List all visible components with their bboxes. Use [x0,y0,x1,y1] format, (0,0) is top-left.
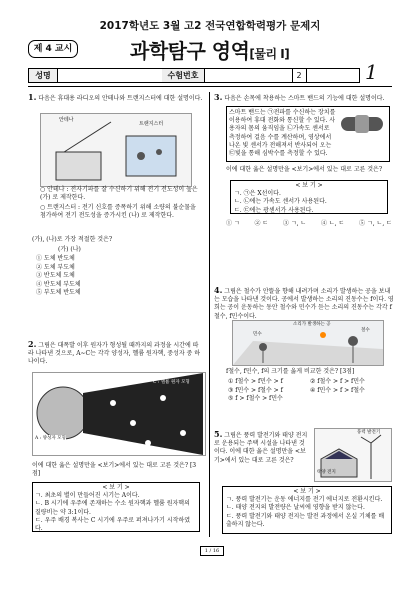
q3-choice-1[interactable]: ① ㄱ [226,220,240,227]
q3-choices [226,220,392,229]
number-field[interactable] [204,69,293,82]
q4-stem [214,286,394,321]
q5-stem-text: 그림은 풍력 발전기와 태양 전지로 운용되는 주택 시설을 나타낸 것이다. 이에 대한 옳은 설명만을 <보기>에서 있는 대로 고른 것은? [214,432,308,464]
q5-label-solar: 태양 전지 [317,470,336,475]
universe-evolution-diagram [33,373,205,455]
header-divider [28,86,392,87]
q4-choice-4[interactable]: ④ f민수 > f > f철수 [310,386,365,394]
q2-question: 이에 대한 옳은 설명만을 <보기>에서 있는 대로 고른 것은? [3점] [32,462,197,478]
q5-bogi-box [222,486,392,534]
q2-label-c: C : 헬륨 원자 모형 [153,380,190,385]
id-row [28,68,360,83]
q2-number: 2. [28,339,37,349]
q2-bogi-box [32,482,200,532]
q5-bogi-2: ㄴ. 태양 전지의 발전량은 날씨에 영향을 받지 않는다. [226,504,365,512]
q1-stem-text: 다음은 휴대용 라디오의 안테나와 트랜지스터에 대한 설명이다. [38,95,203,102]
q3-choice-4[interactable]: ④ ㄴ, ㄷ [320,220,345,227]
q1-bullet1: ○ 안테나 : 전자기파를 잘 수신하기 위해 전기 전도성이 높은 (가) 로 제작한다. [40,186,198,202]
q2-stem-text: 그림은 대폭발 이후 원자가 형성될 때까지의 과정을 시간에 따라 나타낸 것으로, A~C는 각각 양성자, 헬륨 원자핵, 중성자 중 하나이다. [28,342,201,366]
q2-label-b: B : 헬륨 원자핵 모형 [103,448,144,453]
period-badge: 제 4 교시 [28,40,78,58]
q3-bogi-box [230,180,388,214]
q5-bogi-title: < 보 기 > [293,488,321,495]
radio-shape [56,152,101,180]
circuit-shape [126,136,176,176]
q1-bullet2: ○ 트랜지스터 : 전기 신호를 증폭하기 위해 소량의 불순물을 첨가하여 전기 전도성을 증가시킨 (나) 로 제작한다. [40,204,196,220]
q4-label-ball: 소리가 발생하는 공 [293,322,331,327]
antenna-shape [61,122,111,154]
q3-bogi-3: ㄷ. ㉢에는 광센서가 사용된다. [234,206,314,214]
q3-choice-5[interactable]: ⑤ ㄱ, ㄴ, ㄷ [359,220,392,227]
subject-sub: [물리 Ⅰ] [249,47,290,61]
court-floor-shape [233,341,383,365]
q3-number: 3. [214,92,223,102]
q4-question: f철수, f민수, f의 크기를 옳게 비교한 것은? [3점] [226,368,355,375]
early-universe-shape [37,387,89,439]
q3-question: 이에 대한 옳은 설명만을 <보기>에서 있는 대로 고른 것은? [226,166,383,173]
q4-choice-3[interactable]: ③ f민수 > f철수 > f [228,386,283,394]
q1-choice-1[interactable]: ① 도체 반도체 [36,255,75,262]
q5-bogi-1: ㄱ. 풍력 발전기는 운동 에너지를 전기 에너지로 전환시킨다. [226,496,383,504]
q4-choice-5[interactable]: ⑤ f > f철수 > f민수 [228,395,283,402]
q5-figure [314,428,392,482]
q3-stem-text: 다음은 손목에 착용하는 스마트 밴드의 기능에 대한 설명이다. [224,95,385,102]
q2-bogi-title: < 보 기 > [102,484,130,491]
q5-bogi-3: ㄷ. 풍력 발전기와 태양 전지는 발전 과정에서 온실 기체를 배출하지 않는다. [226,512,385,528]
q2-bogi-1: ㄱ. 최초의 별이 만들어진 시기는 A이다. [35,492,140,500]
minsu-shape [259,343,267,351]
q4-figure [232,320,384,366]
q3-bogi-title: < 보 기 > [295,182,323,189]
q3-box [226,106,390,162]
page-number: 1 [365,60,378,84]
subject-main: 과학탐구 영역 [130,39,250,63]
ball-shape [320,332,326,338]
q4-number: 4. [214,285,223,295]
q1-figure [40,113,192,187]
q4-stem-text: 그림은 철수가 안뜰을 향해 내려가며 소리가 발생하는 공을 보내는 모습을 나타낸 것이다. 공에서 발생하는 소리의 진동수는 f이다. 영희는 공이 운동하는 동안 철수와 민수가 듣는 소리의 진동수는 각각 f철수, f민수이다. [214,288,394,320]
radio-illustration [41,114,191,186]
q1-label-transistor: 트랜지스터 [139,121,164,127]
name-label: 성명 [29,69,58,82]
subject-title [130,35,289,64]
q3-choice-2[interactable]: ② ㄷ [254,220,269,227]
q3-bogi-1: ㄱ. ㉠은 X선이다. [234,190,281,198]
smart-band-icon [339,111,385,137]
q3-bogi-2: ㄴ. ㉡에는 가속도 센서가 사용된다. [234,198,327,206]
q1-stem [28,93,204,103]
cheolsu-shape [348,336,358,346]
q3-stem [214,93,394,103]
q1-question: (가), (나)로 가장 적절한 것은? [32,236,113,243]
q5-stem [214,430,310,465]
q1-choice-4[interactable]: ④ 반도체 부도체 [36,280,81,288]
number-label: 수험번호 [162,69,205,82]
number-field-rest[interactable] [306,69,359,82]
q1-label-antenna: 안테나 [59,117,74,123]
exam-title: 2017학년도 3월 고2 전국연합학력평가 문제지 [99,20,321,32]
q3-choice-3[interactable]: ③ ㄱ, ㄴ [282,220,307,227]
column-divider [209,92,210,537]
q2-figure [32,372,206,456]
q1-choice-head: (가) (나) [58,246,81,253]
q1-choice-5[interactable]: ⑤ 부도체 반도체 [36,289,81,296]
q4-choice-2[interactable]: ② f철수 > f > f민수 [310,378,365,385]
q3-box-text: 스마트 밴드는 ㉠전파를 수신하는 장치를 이용하여 휴대 전화와 통신할 수 있다. 사용자의 몸의 움직임을 ㉡가속도 센서로 측정하여 걸음 수를 계산하며, 영상에서 나온 빛 센서가 전해져서 반사되어 오는 ㉢빛을 통해 심박수를 측정할 수 있다. [229,109,336,158]
transistor-shape [137,152,145,160]
q1-choice-2[interactable]: ② 도체 부도체 [36,263,75,271]
q1-number: 1. [28,92,37,102]
q4-choice-1[interactable]: ① f철수 > f민수 > f [228,378,283,385]
expanding-universe-shape [83,373,203,455]
q5-label-wind: 풍력 발전기 [357,430,381,435]
number-digit: 2 [292,69,307,82]
q1-choices [36,255,206,298]
page-footer: 1 / 16 [200,546,224,556]
q4-label-cheolsu: 철수 [361,328,370,333]
q2-stem [28,340,204,367]
q5-number: 5. [214,429,223,439]
q1-choice-3[interactable]: ③ 반도체 도체 [36,272,75,279]
q2-bogi-2: ㄴ. B 시기에 우주에 존재하는 수소 원자핵과 헬륨 원자핵의 질량비는 약 3:1이다. [35,500,190,516]
name-field[interactable] [57,69,163,82]
q2-bogi-3: ㄷ. 우주 배경 복사는 C 시기에 우주로 퍼져나가기 시작하였다. [35,516,191,533]
q2-label-a: A : 양성자 모형 [35,436,66,441]
q4-label-minsu: 민수 [253,332,262,337]
q4-choices [228,378,392,404]
